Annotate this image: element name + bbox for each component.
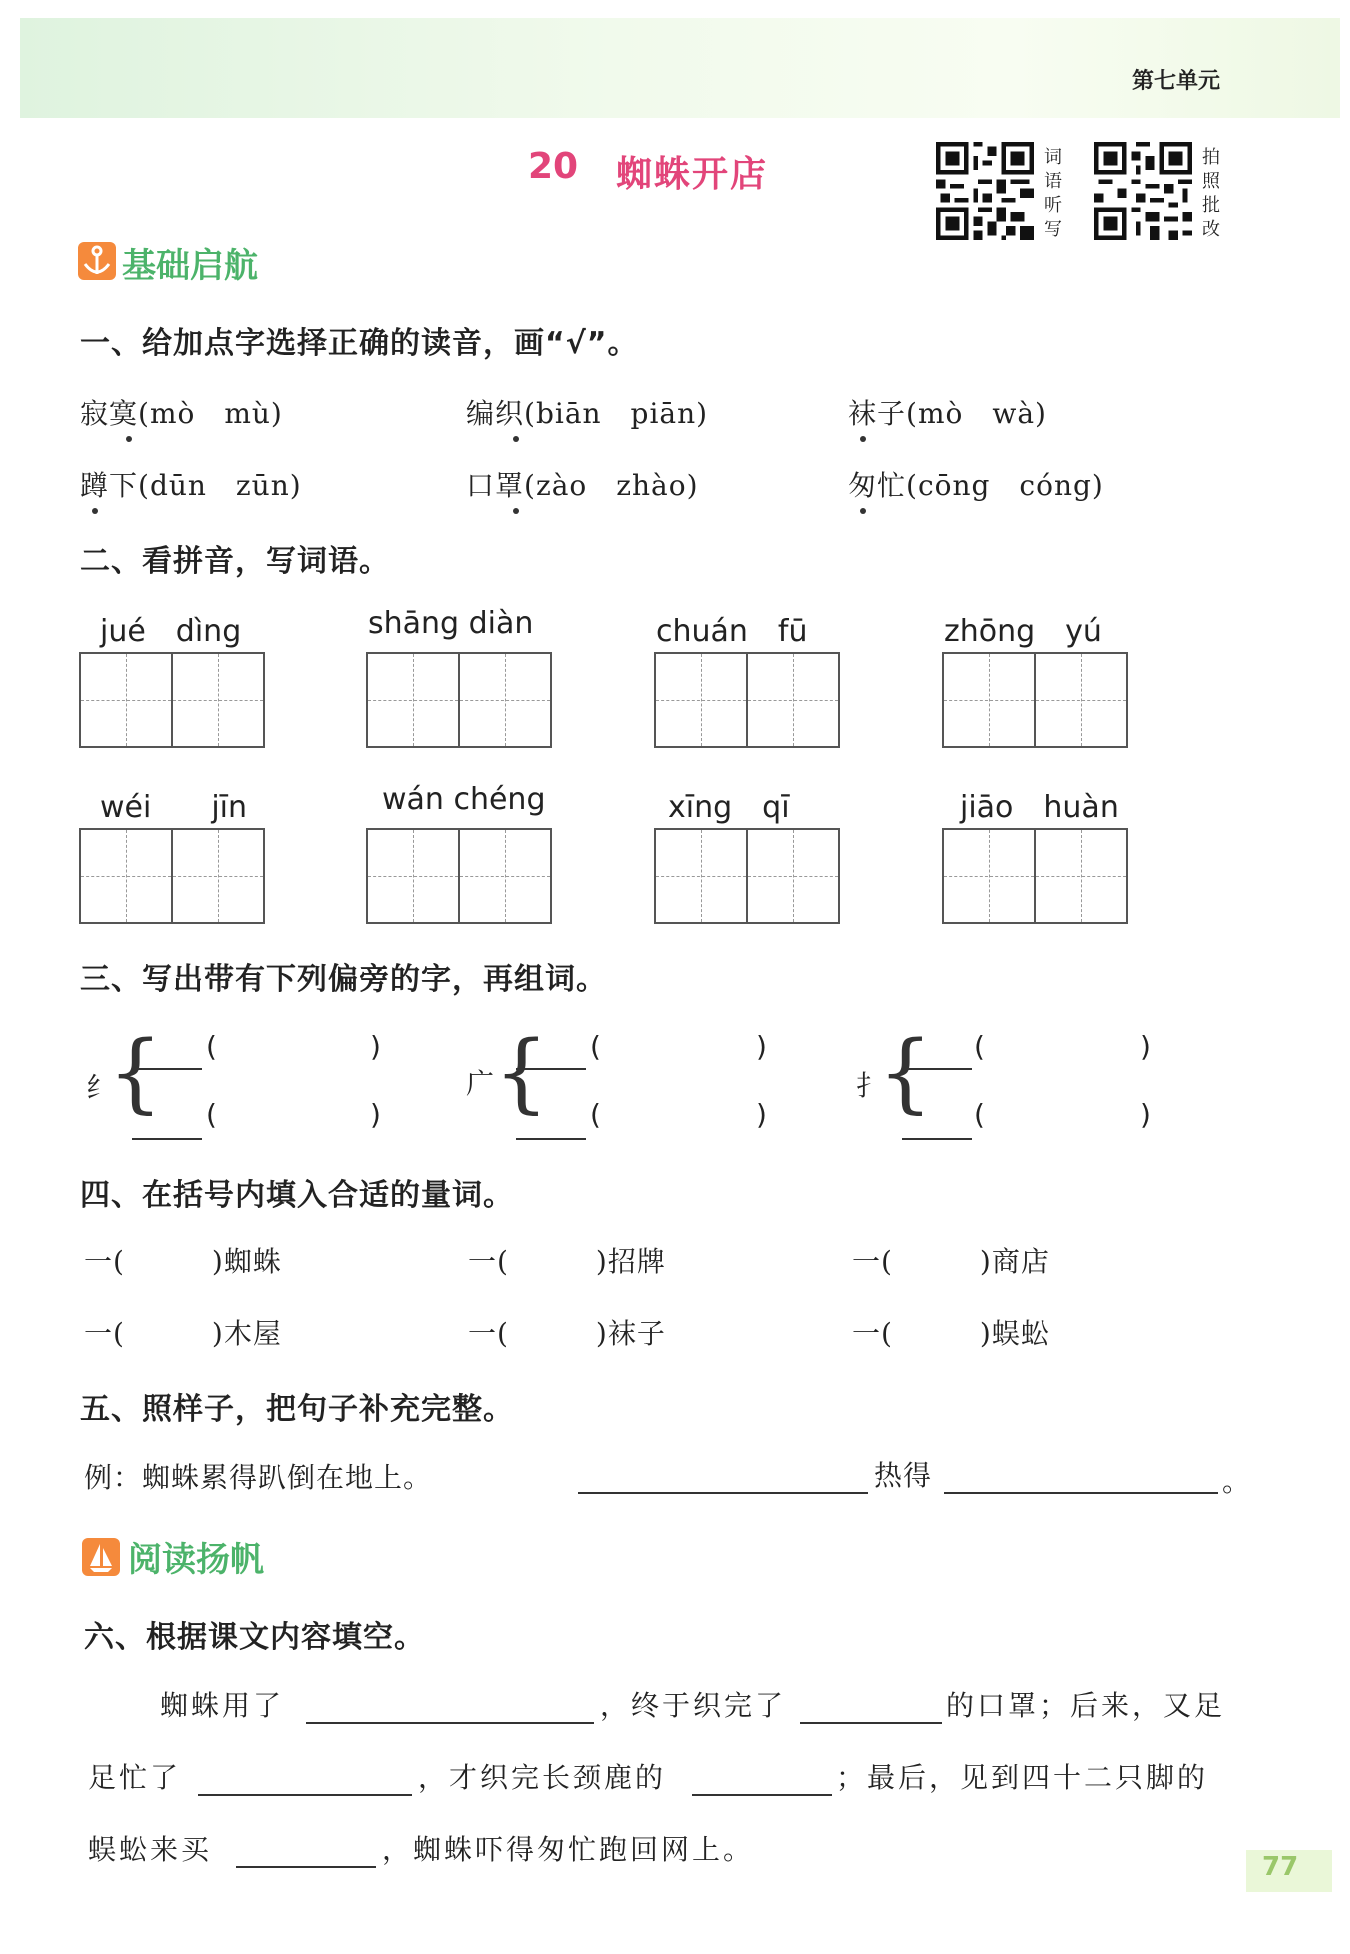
q4-item[interactable]: 一( )蜈蚣 xyxy=(852,1317,1050,1350)
writing-grid[interactable] xyxy=(654,828,840,924)
q3-radical: 纟 xyxy=(86,1071,116,1104)
q3-char-blank[interactable] xyxy=(132,1068,202,1070)
q1-options: (dūn zūn) xyxy=(138,469,302,502)
q3-char-blank[interactable] xyxy=(132,1138,202,1140)
q1-word: 编织 xyxy=(466,397,525,430)
grid-cell xyxy=(748,654,838,746)
qr-label-char: 改 xyxy=(1202,219,1220,240)
q3-paren-close: ) xyxy=(370,1098,382,1131)
emphasis-dot xyxy=(513,508,519,514)
emphasis-dot xyxy=(92,508,98,514)
emphasis-dot xyxy=(860,508,866,514)
q3-radical: 广 xyxy=(466,1067,496,1100)
writing-grid[interactable] xyxy=(942,652,1128,748)
emphasis-dot xyxy=(860,436,866,442)
grid-cell xyxy=(460,830,550,922)
q2-title: 二、看拼音，写词语。 xyxy=(80,544,390,579)
q1-item[interactable] xyxy=(80,392,283,432)
q3-paren-open: ( xyxy=(206,1098,218,1131)
unit-label: 第七单元 xyxy=(1132,69,1221,94)
q1-item[interactable] xyxy=(80,464,302,504)
qr-label-char: 批 xyxy=(1202,195,1220,216)
qr-label-char: 照 xyxy=(1202,171,1220,192)
q1-item[interactable] xyxy=(466,464,699,504)
q1-word: 寂寞 xyxy=(80,397,139,430)
q2-pinyin: jiāo huàn xyxy=(960,790,1119,825)
sail-icon xyxy=(82,1538,120,1576)
writing-grid[interactable] xyxy=(366,652,552,748)
q1-word: 匆忙 xyxy=(848,469,907,502)
q6-text: ，终于织完了 xyxy=(600,1689,787,1722)
anchor-icon xyxy=(78,242,116,280)
q5-blank-2[interactable] xyxy=(944,1492,1218,1494)
qr-label-grading xyxy=(1202,146,1224,242)
q6-text: 足忙了 xyxy=(88,1761,182,1794)
section-basic-title: 基础启航 xyxy=(122,246,258,286)
q4-title: 四、在括号内填入合适的量词。 xyxy=(80,1178,514,1213)
q2-pinyin: shāng diàn xyxy=(368,606,534,641)
lesson-title: 蜘蛛开店 xyxy=(616,154,769,195)
q6-text: 的口罩；后来，又足 xyxy=(946,1689,1226,1722)
qr-label-char: 词 xyxy=(1044,147,1062,168)
q4-item[interactable]: 一( )商店 xyxy=(852,1245,1050,1278)
q2-pinyin: wán chéng xyxy=(382,782,546,817)
q6-text: ，才织完长颈鹿的 xyxy=(418,1761,667,1794)
emphasis-dot xyxy=(513,436,519,442)
q6-blank[interactable] xyxy=(692,1794,832,1796)
q1-options: (mò mù) xyxy=(138,397,283,430)
qr-label-char: 语 xyxy=(1044,171,1062,192)
q1-word: 蹲下 xyxy=(80,469,139,502)
q1-item[interactable] xyxy=(466,392,708,432)
writing-grid[interactable] xyxy=(366,828,552,924)
q1-options: (biān piān) xyxy=(524,397,709,430)
q3-paren-open: ( xyxy=(590,1030,602,1063)
q2-pinyin: xīng qī xyxy=(668,790,790,825)
brace: { xyxy=(108,1023,163,1123)
page-number: 77 xyxy=(1262,1852,1299,1882)
q3-paren-close: ) xyxy=(756,1098,768,1131)
q3-paren-open: ( xyxy=(590,1098,602,1131)
q3-char-blank[interactable] xyxy=(516,1138,586,1140)
q3-paren-open: ( xyxy=(974,1098,986,1131)
q2-pinyin: chuán fū xyxy=(656,614,808,649)
writing-grid[interactable] xyxy=(79,652,265,748)
grid-cell xyxy=(656,830,748,922)
grid-cell xyxy=(173,654,263,746)
writing-grid[interactable] xyxy=(79,828,265,924)
q2-pinyin: zhōng yú xyxy=(944,614,1102,649)
grid-cell xyxy=(173,830,263,922)
q5-mid-text: 热得 xyxy=(874,1459,933,1492)
grid-cell xyxy=(944,654,1036,746)
q1-word: 口罩 xyxy=(466,469,525,502)
grid-cell xyxy=(748,830,838,922)
q3-char-blank[interactable] xyxy=(516,1068,586,1070)
writing-grid[interactable] xyxy=(942,828,1128,924)
grid-cell xyxy=(1036,654,1126,746)
q4-item[interactable]: 一( )招牌 xyxy=(468,1245,666,1278)
grid-cell xyxy=(1036,830,1126,922)
qr-label-char: 听 xyxy=(1044,195,1062,216)
q1-options: (zào zhào) xyxy=(524,469,699,502)
q6-text: ；最后，见到四十二只脚的 xyxy=(836,1761,1209,1794)
q3-paren-close: ) xyxy=(1140,1098,1152,1131)
q4-item[interactable]: 一( )木屋 xyxy=(84,1317,282,1350)
q1-options: (cōng cóng) xyxy=(906,469,1104,502)
q2-pinyin: jué dìng xyxy=(100,614,242,649)
q3-paren-open: ( xyxy=(206,1030,218,1063)
q5-blank-1[interactable] xyxy=(578,1492,868,1494)
q6-blank[interactable] xyxy=(800,1722,942,1724)
brace: { xyxy=(878,1023,933,1123)
grid-cell xyxy=(368,654,460,746)
q6-blank[interactable] xyxy=(306,1722,594,1724)
section-reading-title: 阅读扬帆 xyxy=(128,1540,264,1580)
q1-item[interactable] xyxy=(848,392,1047,432)
q1-title: 一、给加点字选择正确的读音，画“√”。 xyxy=(80,326,639,361)
q1-options: (mò wà) xyxy=(906,397,1047,430)
q4-item[interactable]: 一( )蜘蛛 xyxy=(84,1245,282,1278)
q3-paren-open: ( xyxy=(974,1030,986,1063)
q6-blank[interactable] xyxy=(198,1794,412,1796)
q3-char-blank[interactable] xyxy=(902,1138,972,1140)
qr-label-char: 拍 xyxy=(1202,147,1220,168)
qr-code-dictation[interactable] xyxy=(936,142,1034,240)
q6-text: 蜈蚣来买 xyxy=(88,1833,213,1866)
writing-grid[interactable] xyxy=(654,652,840,748)
q5-title: 五、照样子，把句子补充完整。 xyxy=(80,1392,514,1427)
q3-paren-close: ) xyxy=(1140,1030,1152,1063)
grid-cell xyxy=(368,830,460,922)
qr-label-char: 写 xyxy=(1044,219,1062,240)
q3-paren-close: ) xyxy=(370,1030,382,1063)
grid-cell xyxy=(656,654,748,746)
grid-cell xyxy=(81,830,173,922)
q1-item[interactable] xyxy=(848,464,1104,504)
q1-word: 袜子 xyxy=(848,397,907,430)
q2-pinyin: wéi jīn xyxy=(100,790,248,825)
q5-end: 。 xyxy=(1222,1465,1252,1498)
q3-title: 三、写出带有下列偏旁的字，再组词。 xyxy=(80,962,607,997)
q6-text: ，蜘蛛吓得匆忙跑回网上。 xyxy=(382,1833,755,1866)
qr-code-grading[interactable] xyxy=(1094,142,1192,240)
emphasis-dot xyxy=(126,436,132,442)
q6-title: 六、根据课文内容填空。 xyxy=(84,1620,425,1655)
q3-radical: 扌 xyxy=(856,1069,886,1102)
grid-cell xyxy=(460,654,550,746)
q3-paren-close: ) xyxy=(756,1030,768,1063)
q4-item[interactable]: 一( )袜子 xyxy=(468,1317,666,1350)
lesson-number: 20 xyxy=(528,146,579,187)
grid-cell xyxy=(81,654,173,746)
q6-blank[interactable] xyxy=(236,1866,376,1868)
q6-text: 蜘蛛用了 xyxy=(160,1689,285,1722)
q5-example: 例：蜘蛛累得趴倒在地上。 xyxy=(84,1461,433,1494)
brace: { xyxy=(494,1023,549,1123)
grid-cell xyxy=(944,830,1036,922)
q3-char-blank[interactable] xyxy=(902,1068,972,1070)
qr-label-dictation xyxy=(1044,146,1066,242)
